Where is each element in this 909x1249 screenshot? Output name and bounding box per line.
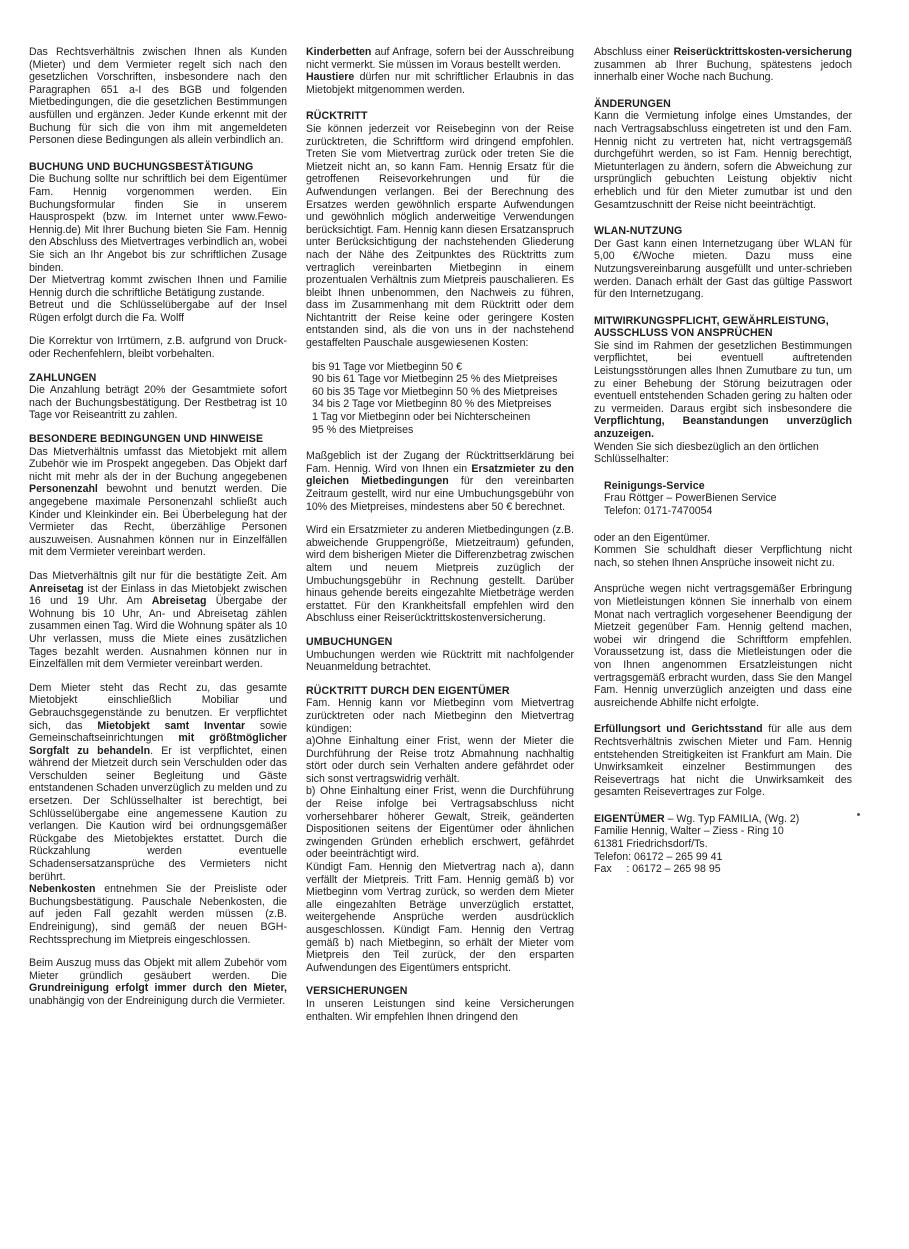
list-item: 90 bis 61 Tage vor Mietbeginn 25 % des Mietpreises <box>312 373 558 386</box>
heading-versicherungen: VERSICHERUNGEN <box>306 985 408 998</box>
heading-ruecktritt-eigentuemer: RÜCKTRITT DURCH DEN EIGENTÜMER <box>306 684 510 697</box>
service-person: Frau Röttger – PowerBienen Service <box>604 492 777 505</box>
heading-buchung: BUCHUNG UND BUCHUNGSBESTÄTIGUNG <box>29 160 254 173</box>
cancellation-fee-list <box>306 361 574 437</box>
paragraph: Beim Auszug muss das Objekt mit allem Zubehör vom Mieter gründlich gesäubert werden. Die Grundreinigung erfolgt immer durch den Mieter, unabhängig von der Endreinigung durch die Vermieter. <box>29 957 287 1007</box>
heading-ruecktritt: RÜCKTRITT <box>306 110 368 123</box>
intro-paragraph: Das Rechtsverhältnis zwischen Ihnen als Kunden (Mieter) und dem Vermieter regelt sich nach den gesetzlichen Vorschriften, insbesondere nach den Paragraphen 651 a-I des BGB und folgenden Mietbedingungen, die die gesetzlichen Bestimmungen ausfüllen und ergänzen. Jeder Kunde erkennt mit der Buchung für sich die von ihm mit angemeldeten Personen diese Bedingungen als allein verbindlich an. <box>29 46 287 147</box>
paragraph: b) Ohne Einhaltung einer Frist, wenn die Durchführung der Reise infolge bei Vertragsabschluss nicht vorhersehbarer höherer Gewalt, Streik, geänderten Dispositionen seitens der Eigentümer oder ähnlichen zwingenden Gründen erheblich erschwert, gefährdet oder beeinträchtigt wird. <box>306 785 574 861</box>
list-item: 60 bis 35 Tage vor Mietbeginn 50 % des Mietpreises <box>312 385 558 398</box>
paragraph: Erfüllungsort und Gerichtsstand für alle aus dem Rechtsverhältnis zwischen Mieter und Fam. Hennig entstehenden Streitigkeiten ist Frankfurt am Main. Die Unwirksamkeit einzelner Bestimmungen des Reisevertrags hat nicht die Unwirksamkeit des gesamten Reisevertrages zur Folge. <box>594 723 852 799</box>
heading-wlan: WLAN-NUTZUNG <box>594 225 683 238</box>
column-middle <box>306 46 574 1023</box>
paragraph: Kinderbetten auf Anfrage, sofern bei der Ausschreibung nicht vermerkt. Sie müssen im Voraus bestellt werden. <box>306 46 575 71</box>
paragraph: Sie sind im Rahmen der gesetzlichen Bestimmungen verpflichtet, bei eventuell auftretenden Leistungsstörungen alles Ihnen Zumutbare zu tun, um zu einer Behebung der Störung beizutragen oder eventuell entstehenden Schaden gering zu halten oder zu vermeiden. Daraus ergibt sich insbesondere die Verpflichtung, Beanstandungen unverzüglich anzuzeigen. <box>594 339 852 441</box>
paragraph: Das Mietverhältnis gilt nur für die bestätigte Zeit. Am Anreisetag ist der Einlass in das Mietobjekt zwischen 16 und 19 Uhr. Am Abreisetag Übergabe der Wohnung bis 10 Uhr, An- und Abreisetag zählen zusammen einen Tag. Wird die Wohnung später als 10 Uhr verlassen, muss die Miete eines zusätzlichen Tages bezahlt werden. Ausnahmen können nur in Einzelfällen mit dem Vermieter vereinbart werden. <box>29 569 287 671</box>
service-phone: Telefon: 0171-7470054 <box>604 505 713 517</box>
paragraph: Sie können jederzeit vor Reisebeginn von der Reise zurücktreten, die Schriftform wird dringend empfohlen. Treten Sie vom Mietvertrag zurück oder treten Sie die Mietzeit nicht an, so kann Fam. Hennig Ersatz für die getroffenen Reisevorkehrungen und für die Aufwendungen verlangen. Bei der Berechnung des Ersatzes werden gewöhnlich ersparte Aufwendungen und gewöhnlich möglich anderweitige Verwendungen berücksichtigt. Fam. Hennig kann diesen Ersatzanspruch unter Berücksichtigung der nachstehenden Gliederung nach der Nähe des Zeitpunktes des Rücktritts zum vertraglich vereinbarten Mietbeginn in einem prozentualen Verhältnis zum Mietpreis pauschalieren. Es bleibt Ihnen unbenommen, den Nachweis zu führen, dass im Zusammenhang mit dem Rücktritt oder dem Nichtantritt der Reise keine oder geringere Kosten entstanden sind, als die von uns in der nachstehend gestaffelten Pauschale ausgewiesenen Kosten: <box>306 122 574 350</box>
owner-fax: Fax : 06172 – 265 98 95 <box>594 863 721 876</box>
paragraph: Dem Mieter steht das Recht zu, das gesamte Mietobjekt einschließlich Mobiliar und Gebrauchsgegenstände zu benutzen. Er verpflichtet sich, das Mietobjekt samt Inventar sowie Gemeinschaftseinrichtungen mit größtmöglicher Sorgfalt zu behandeln. Er ist verpflichtet, einen während der Mietzeit durch sein Verschulden oder das Verschulden seiner Begleitung und Gäste entstandenen Schaden unverzüglich zu melden und zu ersetzen. Der Schlüsselhalter ist berechtigt, bei Schlüsselübergabe eine angemessene Kaution zu verlangen. Die Kaution wird bei ordnungsgemäßer Rückgabe des Mietobjektes erstattet. Durch die Rückzahlung werden eventuelle Schadensersatzansprüche des Vermieters nicht berührt. <box>29 681 288 883</box>
owner-line: EIGENTÜMER – Wg. Typ FAMILIA, (Wg. 2) <box>594 812 800 825</box>
list-item: 95 % des Mietpreises <box>312 423 414 436</box>
list-item: bis 91 Tage vor Mietbeginn 50 € <box>312 360 462 373</box>
paragraph: Wenden Sie sich diesbezüglich an den örtlichen Schlüsselhalter: <box>594 440 819 466</box>
paragraph: Der Gast kann einen Internetzugang über WLAN für 5,00 €/Woche mieten. Dazu muss eine Nutzungsvereinbarung ausgefüllt und unter-schrieben werden. Danach erhält der Gast das gültige Passwort für den Internetzugang. <box>594 237 852 301</box>
paragraph: Nebenkosten entnehmen Sie der Preisliste oder Buchungsbestätigung. Pauschale Nebenkosten, die auf jeden Fall gezahlt werden müssen (z.B. Endreinigung), sind gemäß der neuen BGH-Rechtssprechung im Mietpreis eingeschlossen. <box>29 883 287 946</box>
service-name: Reinigungs-Service <box>604 479 705 492</box>
paragraph: Umbuchungen werden wie Rücktritt mit nachfolgender Neuanmeldung betrachtet. <box>306 648 574 674</box>
heading-zahlungen: ZAHLUNGEN <box>29 371 97 384</box>
paragraph: Maßgeblich ist der Zugang der Rücktrittserklärung bei Fam. Hennig. Wird von Ihnen ein Ersatzmieter zu den gleichen Mietbedingungen für den vereinbarten Zeitraum gestellt, wird nur eine Umbuchungsgebühr von 10% des Mietpreises, mindestens aber 50 € berechnet. <box>306 450 574 513</box>
paragraph: Abschluss einer Reiserücktrittskosten-versicherung zusammen ab Ihrer Buchung, spätestens jedoch innerhalb einer Woche nach Buchung. <box>594 46 852 84</box>
paragraph: Kündigt Fam. Hennig den Mietvertrag nach a), dann verfällt der Mietpreis. Tritt Fam. Hennig gemäß b) vor Mietbeginn vom Vertrag zurück, so werden dem Mieter alle eingezahlten Beträge unverzüglich erstattet, weitergehende Ansprüche werden ausdrücklich ausgeschlossen. Kündigt Fam. Hennig den Vertrag gemäß b) nach Mietbeginn, so erhält der Mieter vom Mietpreis den Teil zurück, der den ersparten Aufwendungen des Eigentümers entspricht. <box>306 861 574 974</box>
paragraph: Ansprüche wegen nicht vertragsgemäßer Erbringung von Mietleistungen können Sie innerhalb von einem Monat nach vertraglich vorgesehener Beendigung der Mietzeit gegenüber Fam. Hennig geltend machen, wobei wir dringend die Schriftform empfehlen. Voraussetzung ist, dass die Mietleistungen oder die von Ihnen angenommen Ersatzleistungen nicht vertragsgemäß erbracht wurden, dass Sie den Mangel Fam. Hennig unverzüglich anzeigten und dass eine ausreichende Abhilfe nicht erfolgte. <box>594 583 852 709</box>
scan-speck <box>857 813 860 816</box>
paragraph: Der Mietvertrag kommt zwischen Ihnen und Familie Hennig durch die schriftliche Betätigung zustande. <box>29 274 287 299</box>
paragraph: Die Buchung sollte nur schriftlich bei dem Eigentümer Fam. Hennig vorgenommen werden. Ein Buchungsformular finden Sie in unserem Hausprospekt (bzw. im Internet unter www.Fewo-Hennig.de) Mit Ihrer Buchung bieten Sie Fam. Hennig den Abschluss des Mietvertrages verbindlich an, wobei Sie sich an Ihr Angebot bis zur schriftlichen Zusage binden. <box>29 173 287 274</box>
paragraph: In unseren Leistungen sind keine Versicherungen enthalten. Wir empfehlen Ihnen dringend den <box>306 997 574 1023</box>
paragraph: Kommen Sie schuldhaft dieser Verpflichtung nicht nach, so stehen Ihnen Ansprüche insoweit nicht zu. <box>594 544 852 569</box>
list-item: 34 bis 2 Tage vor Mietbeginn 80 % des Mietpreises <box>312 398 552 411</box>
paragraph: oder an den Eigentümer. <box>594 531 711 544</box>
column-left <box>29 46 287 1008</box>
paragraph: Fam. Hennig kann vor Mietbeginn vom Mietvertrag zurücktreten oder nach Mietbeginn den Mietvertrag kündigen: <box>306 697 574 735</box>
heading-besondere: BESONDERE BEDINGUNGEN UND HINWEISE <box>29 433 264 446</box>
paragraph: Betreut und die Schlüsselübergabe auf der Insel Rügen erfolgt durch die Fa. Wolff <box>29 299 287 324</box>
heading-aenderungen: ÄNDERUNGEN <box>594 97 671 110</box>
heading-umbuchungen: UMBUCHUNGEN <box>306 635 393 648</box>
paragraph: Die Anzahlung beträgt 20% der Gesamtmiete sofort nach der Buchungsbestätigung. Der Restbetrag ist 10 Tage vor Reiseantritt zu zahlen. <box>29 384 287 422</box>
paragraph: Haustiere dürfen nur mit schriftlicher Erlaubnis in das Mietobjekt mitgenommen werden. <box>306 71 574 96</box>
owner-phone: Telefon: 06172 – 265 99 41 <box>594 850 723 863</box>
paragraph: Die Korrektur von Irrtümern, z.B. aufgrund von Druck- oder Rechenfehlern, bleibt vorbehalten. <box>29 335 287 361</box>
paragraph: Wird ein Ersatzmieter zu anderen Mietbedingungen (z.B. abweichende Gruppengröße, Mietzeitraum) gefunden, wird dem bisherigen Mieter die Differenzbetrag zwischen altem und neuem Mietpreis zuzüglich der Umbuchungsgebühr in Rechnung gestellt. Darüber hinaus gehende bereits eingezahlte Mietbeträge werden erstattet. Für den Krankheitsfall empfehlen wird den Abschluss einer Reiserücktrittskostenversicherung. <box>306 524 574 625</box>
paragraph: a)Ohne Einhaltung einer Frist, wenn der Mieter die Durchführung der Reise trotz Abmahnung nachhaltig stört oder durch sein Verhalten andere gefährdet oder sich sonst vertragswidrig verhält. <box>306 735 574 785</box>
owner-name: Familie Hennig, Walter – Ziess - Ring 10 <box>594 825 784 838</box>
owner-city: 61381 Friedrichsdorf/Ts. <box>594 838 708 851</box>
heading-mitwirkungspflicht: MITWIRKUNGSPFLICHT, GEWÄHRLEISTUNG, AUSSCHLUSS VON ANSPRÜCHEN <box>594 314 829 340</box>
paragraph: Das Mietverhältnis umfasst das Mietobjekt mit allem Zubehör wie im Prospekt angegeben. Das Objekt darf nicht mit mehr als der in der Buchung angegebenen Personenzahl bewohnt und benutzt werden. Die angegebene maximale Personenzahl schließt auch Kinder und Kleinkinder ein. Bei Überbelegung hat der Vermieter das Recht, überzählige Personen auszuweisen. Ausnahmen können nur in Einzelfällen mit dem Vermieter vereinbart werden. <box>29 445 287 559</box>
column-right <box>594 46 852 876</box>
service-contact <box>594 480 852 518</box>
owner-contact <box>594 813 852 876</box>
list-item: 1 Tag vor Mietbeginn oder bei Nichterscheinen <box>312 411 531 424</box>
paragraph: Kann die Vermietung infolge eines Umstandes, der nach Vertragsabschluss eingetreten ist und den Fam. Hennig nicht zu vertreten hat, nicht vertragsgemäß durchgeführt werden, so ist Fam. Hennig berechtigt, Mietunterlagen zu ändern, sofern die Abweichung zur ursprünglich gebuchten Leistung objektiv nicht erheblich und für den Mieter zumutbar ist und den Gesamtzuschnitt der Reise nicht beeinträchtigt. <box>594 110 852 211</box>
